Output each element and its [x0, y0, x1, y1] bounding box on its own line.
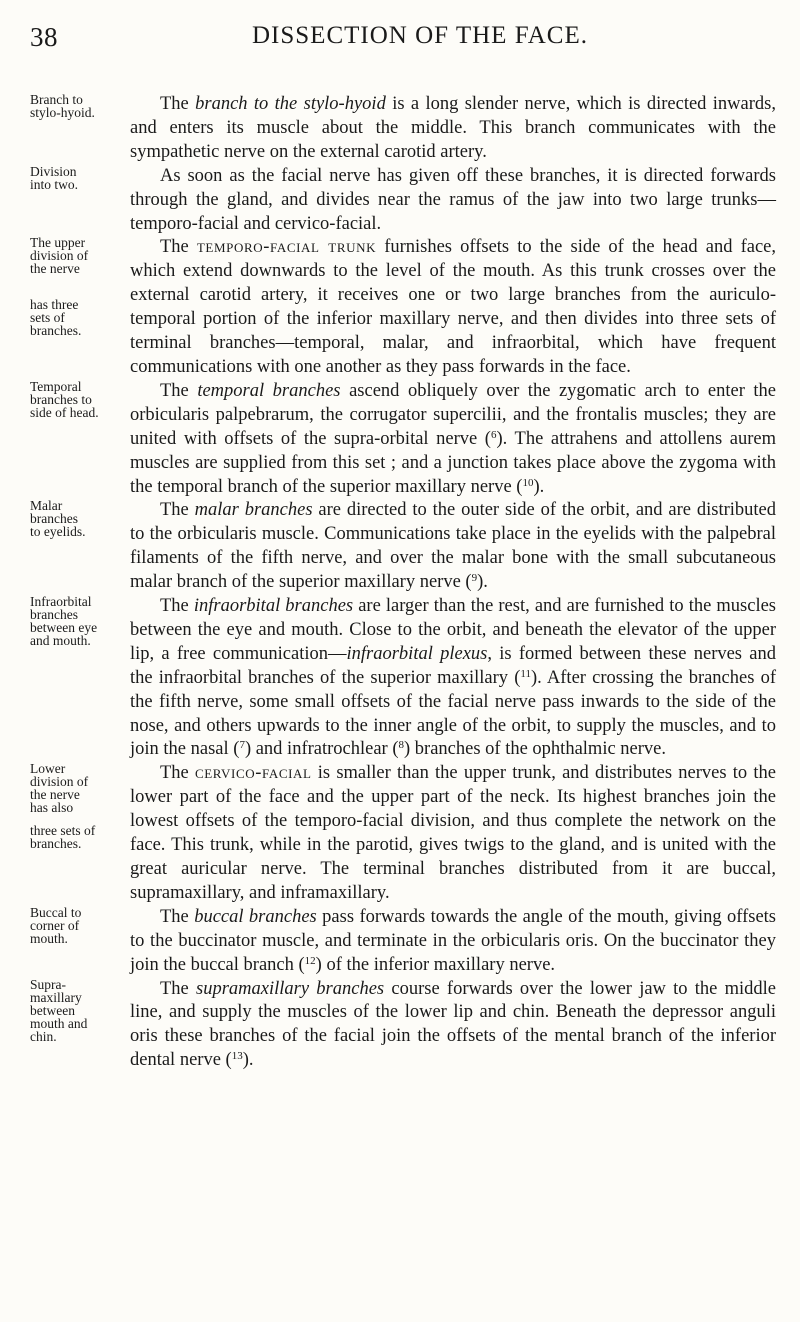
figure-reference: 11 [520, 667, 531, 680]
side-note: has three sets of branches. [30, 297, 82, 339]
margin-notes [30, 93, 110, 119]
side-note: The upper division of the nerve [30, 235, 89, 277]
text-run: ). [242, 1050, 254, 1071]
text-run: are larger than the rest, and are furnished to the muscles between the eye and mouth. Close to the orbit, and beneath the elevator of the upper lip, a free communication— [130, 596, 777, 664]
margin-notes [30, 595, 110, 647]
italic-term: supramaxillary branches [196, 978, 385, 999]
paragraph-text [130, 93, 776, 165]
paragraph [30, 380, 776, 500]
paragraph-text [130, 595, 776, 762]
text-run: The [160, 380, 198, 401]
figure-reference: 10 [522, 476, 534, 489]
paragraph-text [130, 236, 776, 379]
figure-reference: 9 [471, 572, 478, 585]
text-run: The [160, 978, 197, 999]
side-note: Malar branches to eyelids. [30, 498, 86, 540]
side-note: Lower division of the nerve has also [30, 761, 89, 816]
text-run: ) of the inferior maxillary nerve. [315, 954, 556, 975]
text-run: ). [477, 572, 488, 593]
text-run: The [160, 596, 194, 617]
paragraph-text [130, 906, 776, 978]
paragraph [30, 595, 776, 762]
paragraph-text [130, 762, 776, 905]
text-run: is a long slender nerve, which is directed inwards, and enters its muscle about the middle. This branch communicates with the sympathetic nerve on the external carotid artery. [130, 94, 776, 162]
text-run: are directed to the outer side of the orbit, and are distributed to the orbicularis muscle. Communications take place in the eyelids with the palpebral filaments of the fifth nerve, and over the malar bone with the small subcutaneous malar branch of the superior maxillary nerve ( [130, 500, 776, 593]
paragraph-text [130, 499, 776, 595]
figure-reference: 13 [231, 1050, 243, 1063]
figure-reference: 8 [398, 739, 405, 752]
text-run: The [160, 763, 195, 784]
side-note: Branch to stylo-hyoid. [30, 92, 95, 120]
italic-term: buccal branches [194, 906, 317, 927]
text-run: ) branches of the ophthalmic nerve. [404, 739, 666, 760]
text-run: ). [533, 476, 545, 497]
paragraph-text [130, 165, 776, 237]
italic-term: malar branches [194, 500, 313, 521]
side-note: three sets of branches. [30, 823, 96, 852]
margin-notes [30, 762, 110, 850]
text-run: The [160, 237, 197, 258]
paragraph [30, 906, 776, 978]
text-run: ). The attrahens and attollens aurem muscles are supplied from this set ; and a junction takes place above the zygoma with the temporal branch of the superior maxillary nerve ( [130, 428, 776, 497]
small-caps-term: cervico-facial [194, 763, 312, 784]
paragraph-text [130, 380, 776, 500]
side-note: Infraorbital branches between eye and mouth. [30, 594, 98, 649]
text-run: is smaller than the upper trunk, and distributes nerves to the lower part of the face and the upper part of the neck. Its highest branches join the lowest offsets of the temporo-facial division, and thus complete the network on the face. This trunk, while in the parotid, gives twigs to the gland, and is united with the great auricular nerve. The terminal branches distributed from it are buccal, supramaxillary, and inframaxillary. [130, 763, 777, 903]
paragraph-text [130, 978, 776, 1074]
paragraph [30, 499, 776, 595]
paragraph [30, 762, 776, 905]
text-run: pass forwards towards the angle of the mouth, giving offsets to the buccinator muscle, and terminate in the orbicularis oris. On the buccinator they join the buccal branch ( [130, 906, 776, 975]
text-run: The [160, 94, 196, 114]
margin-notes [30, 978, 110, 1043]
text-run: ) and infratrochlear ( [244, 739, 399, 760]
text-run: The [160, 500, 195, 521]
running-title: DISSECTION OF THE FACE. [252, 22, 588, 49]
side-note: Supra- maxillary between mouth and chin. [30, 976, 88, 1044]
figure-reference: 6 [490, 428, 497, 441]
side-note: Temporal branches to side of head. [30, 378, 99, 420]
text-run: furnishes offsets to the side of the head and face, which extend downwards to the level of the mouth. As this trunk crosses over the external carotid artery, it receives one or two large branches from the auriculo-temporal portion of the inferior maxillary nerve, and then divides into three sets of terminal branches—temporal, malar, and infraorbital, which have frequent communications with one another as they pass forwards in the face. [130, 237, 776, 377]
text-run: The [160, 906, 195, 927]
italic-term: branch to the stylo-hyoid [195, 94, 386, 114]
margin-notes [30, 380, 110, 419]
paragraph [30, 93, 776, 165]
small-caps-term: temporo-facial trunk [196, 237, 377, 258]
paragraph [30, 978, 776, 1074]
margin-notes [30, 499, 110, 538]
paragraph [30, 165, 776, 237]
margin-notes [30, 236, 110, 337]
page-number: 38 [30, 22, 58, 52]
side-note: Division into two. [30, 163, 79, 192]
text-run: course forwards over the lower jaw to the middle line, and supply the muscles of the lower lip and chin. Beneath the depressor anguli oris these branches of the facial join the offsets of the mental branch of the inferior dental nerve ( [130, 978, 777, 1071]
text-run: ascend obliquely over the zygomatic arch to enter the orbicularis palpebrarum, the corrugator supercilii, and the frontalis muscles; they are united with offsets of the supra-orbital nerve ( [130, 380, 777, 449]
text-run: , is formed between these nerves and the infraorbital branches of the superior maxillary ( [130, 643, 776, 688]
figure-reference: 12 [304, 954, 316, 967]
figure-reference: 7 [239, 739, 245, 752]
margin-notes [30, 906, 110, 945]
text-run: As soon as the facial nerve has given off these branches, it is directed forwards through the gland, and divides near the ramus of the jaw into two large trunks—temporo-facial and cervico-facial. [130, 165, 776, 234]
margin-notes [30, 165, 110, 191]
italic-term: infraorbital plexus [346, 643, 488, 664]
italic-term: infraorbital branches [193, 596, 354, 617]
page-header [30, 20, 770, 60]
text-run: ). After crossing the branches of the fifth nerve, some small offsets of the facial nerve pass inwards to the side of the nose, and others upwards to the inner angle of the orbit, to supply the muscles, and to join the nasal ( [130, 667, 777, 760]
paragraph [30, 236, 776, 379]
page-body [30, 93, 776, 1073]
side-note: Buccal to corner of mouth. [30, 904, 82, 946]
italic-term: temporal branches [197, 380, 341, 401]
